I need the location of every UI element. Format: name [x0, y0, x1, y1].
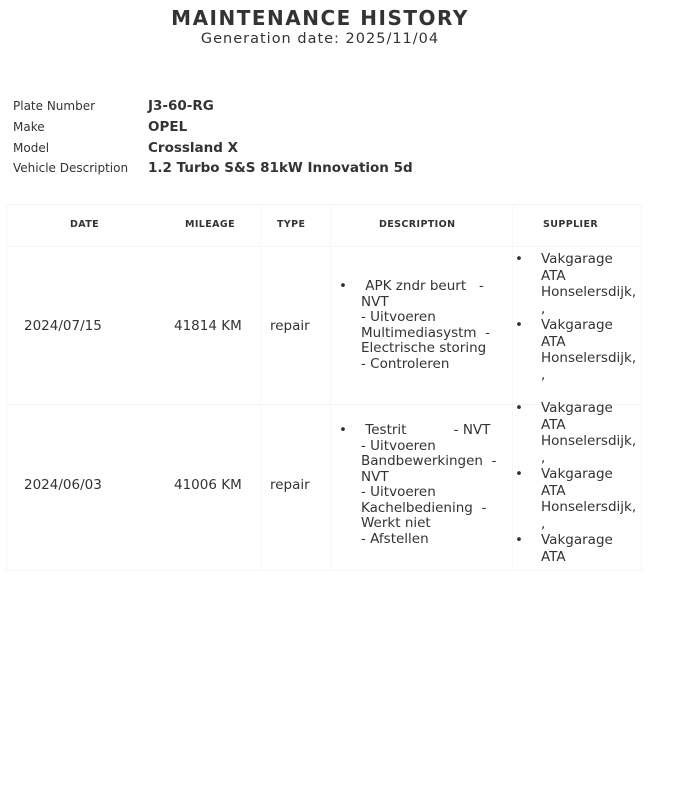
row-date: 2024/06/03 — [24, 477, 102, 493]
row-description — [339, 279, 490, 372]
description-line: - Controleren — [361, 355, 450, 372]
supplier-item — [515, 251, 636, 317]
description-line: Werkt niet — [361, 515, 431, 531]
bullet: • — [339, 422, 347, 438]
column-header-mileage: MILEAGE — [185, 219, 235, 230]
table-divider — [6, 246, 642, 247]
description-line: - Uitvoeren — [361, 484, 436, 500]
bullet: • — [515, 400, 523, 416]
table-divider — [260, 204, 261, 570]
vehicle-label: Plate Number — [13, 99, 96, 114]
vehicle-value: Crossland X — [148, 139, 239, 156]
table-divider — [512, 204, 513, 570]
bullet: • — [515, 317, 523, 333]
generation-date: Generation date: 2025/11/04 — [200, 31, 440, 47]
bullet: • — [515, 251, 523, 267]
vehicle-row-description — [13, 158, 413, 179]
row-description — [339, 423, 496, 547]
vehicle-value: 1.2 Turbo S&S 81kW Innovation 5d — [148, 160, 413, 177]
table-divider — [641, 204, 642, 570]
vehicle-row-plate — [13, 96, 413, 117]
column-header-date: DATE — [70, 219, 100, 230]
row-type: repair — [270, 477, 310, 493]
bullet: • — [515, 532, 523, 548]
vehicle-row-make — [13, 117, 413, 138]
description-line: Multimediasystm - — [361, 324, 491, 341]
description-line: Bandbewerkingen - — [361, 453, 497, 469]
supplier-item — [515, 532, 636, 565]
description-line: Kachelbediening - — [361, 499, 487, 516]
table-divider — [6, 570, 642, 571]
row-mileage: 41814 KM — [174, 318, 242, 334]
vehicle-row-model — [13, 137, 413, 158]
description-line: Electrische storing — [361, 340, 487, 356]
supplier-item — [515, 400, 636, 466]
column-header-description: DESCRIPTION — [379, 219, 456, 230]
description-line: - Afstellen — [361, 530, 429, 547]
vehicle-label: Model — [13, 140, 50, 155]
document-title: MAINTENANCE HISTORY — [171, 6, 469, 30]
vehicle-value: OPEL — [148, 119, 188, 136]
row-supplier — [515, 251, 636, 383]
description-line: - Uitvoeren — [361, 309, 436, 325]
supplier-name: Vakgarage ATA Honselersdijk, , — [541, 466, 637, 532]
description-line: Testrit - NVT — [361, 422, 491, 438]
row-supplier — [515, 400, 636, 565]
table-divider — [6, 204, 7, 570]
supplier-name: Vakgarage ATA Honselersdijk, , — [541, 317, 637, 383]
table-divider — [330, 204, 331, 570]
row-mileage: 41006 KM — [174, 477, 242, 493]
description-line: NVT — [361, 293, 389, 310]
supplier-name: Vakgarage ATA Honselersdijk, , — [541, 400, 637, 466]
vehicle-label: Vehicle Description — [13, 161, 129, 176]
bullet: • — [339, 278, 347, 294]
supplier-name: Vakgarage ATA — [541, 532, 613, 565]
description-line: NVT — [361, 468, 389, 485]
vehicle-value: J3-60-RG — [148, 98, 214, 115]
column-header-supplier: SUPPLIER — [543, 219, 599, 230]
supplier-item — [515, 317, 636, 383]
supplier-item — [515, 466, 636, 532]
row-type: repair — [270, 318, 310, 334]
description-line: APK zndr beurt - — [361, 278, 484, 294]
table-divider — [6, 204, 642, 205]
column-header-type: TYPE — [277, 219, 306, 230]
vehicle-info — [13, 96, 413, 179]
supplier-name: Vakgarage ATA Honselersdijk, , — [541, 251, 637, 317]
row-date: 2024/07/15 — [24, 318, 102, 334]
vehicle-label: Make — [13, 120, 45, 135]
bullet: • — [515, 466, 523, 482]
description-line: - Uitvoeren — [361, 437, 436, 454]
